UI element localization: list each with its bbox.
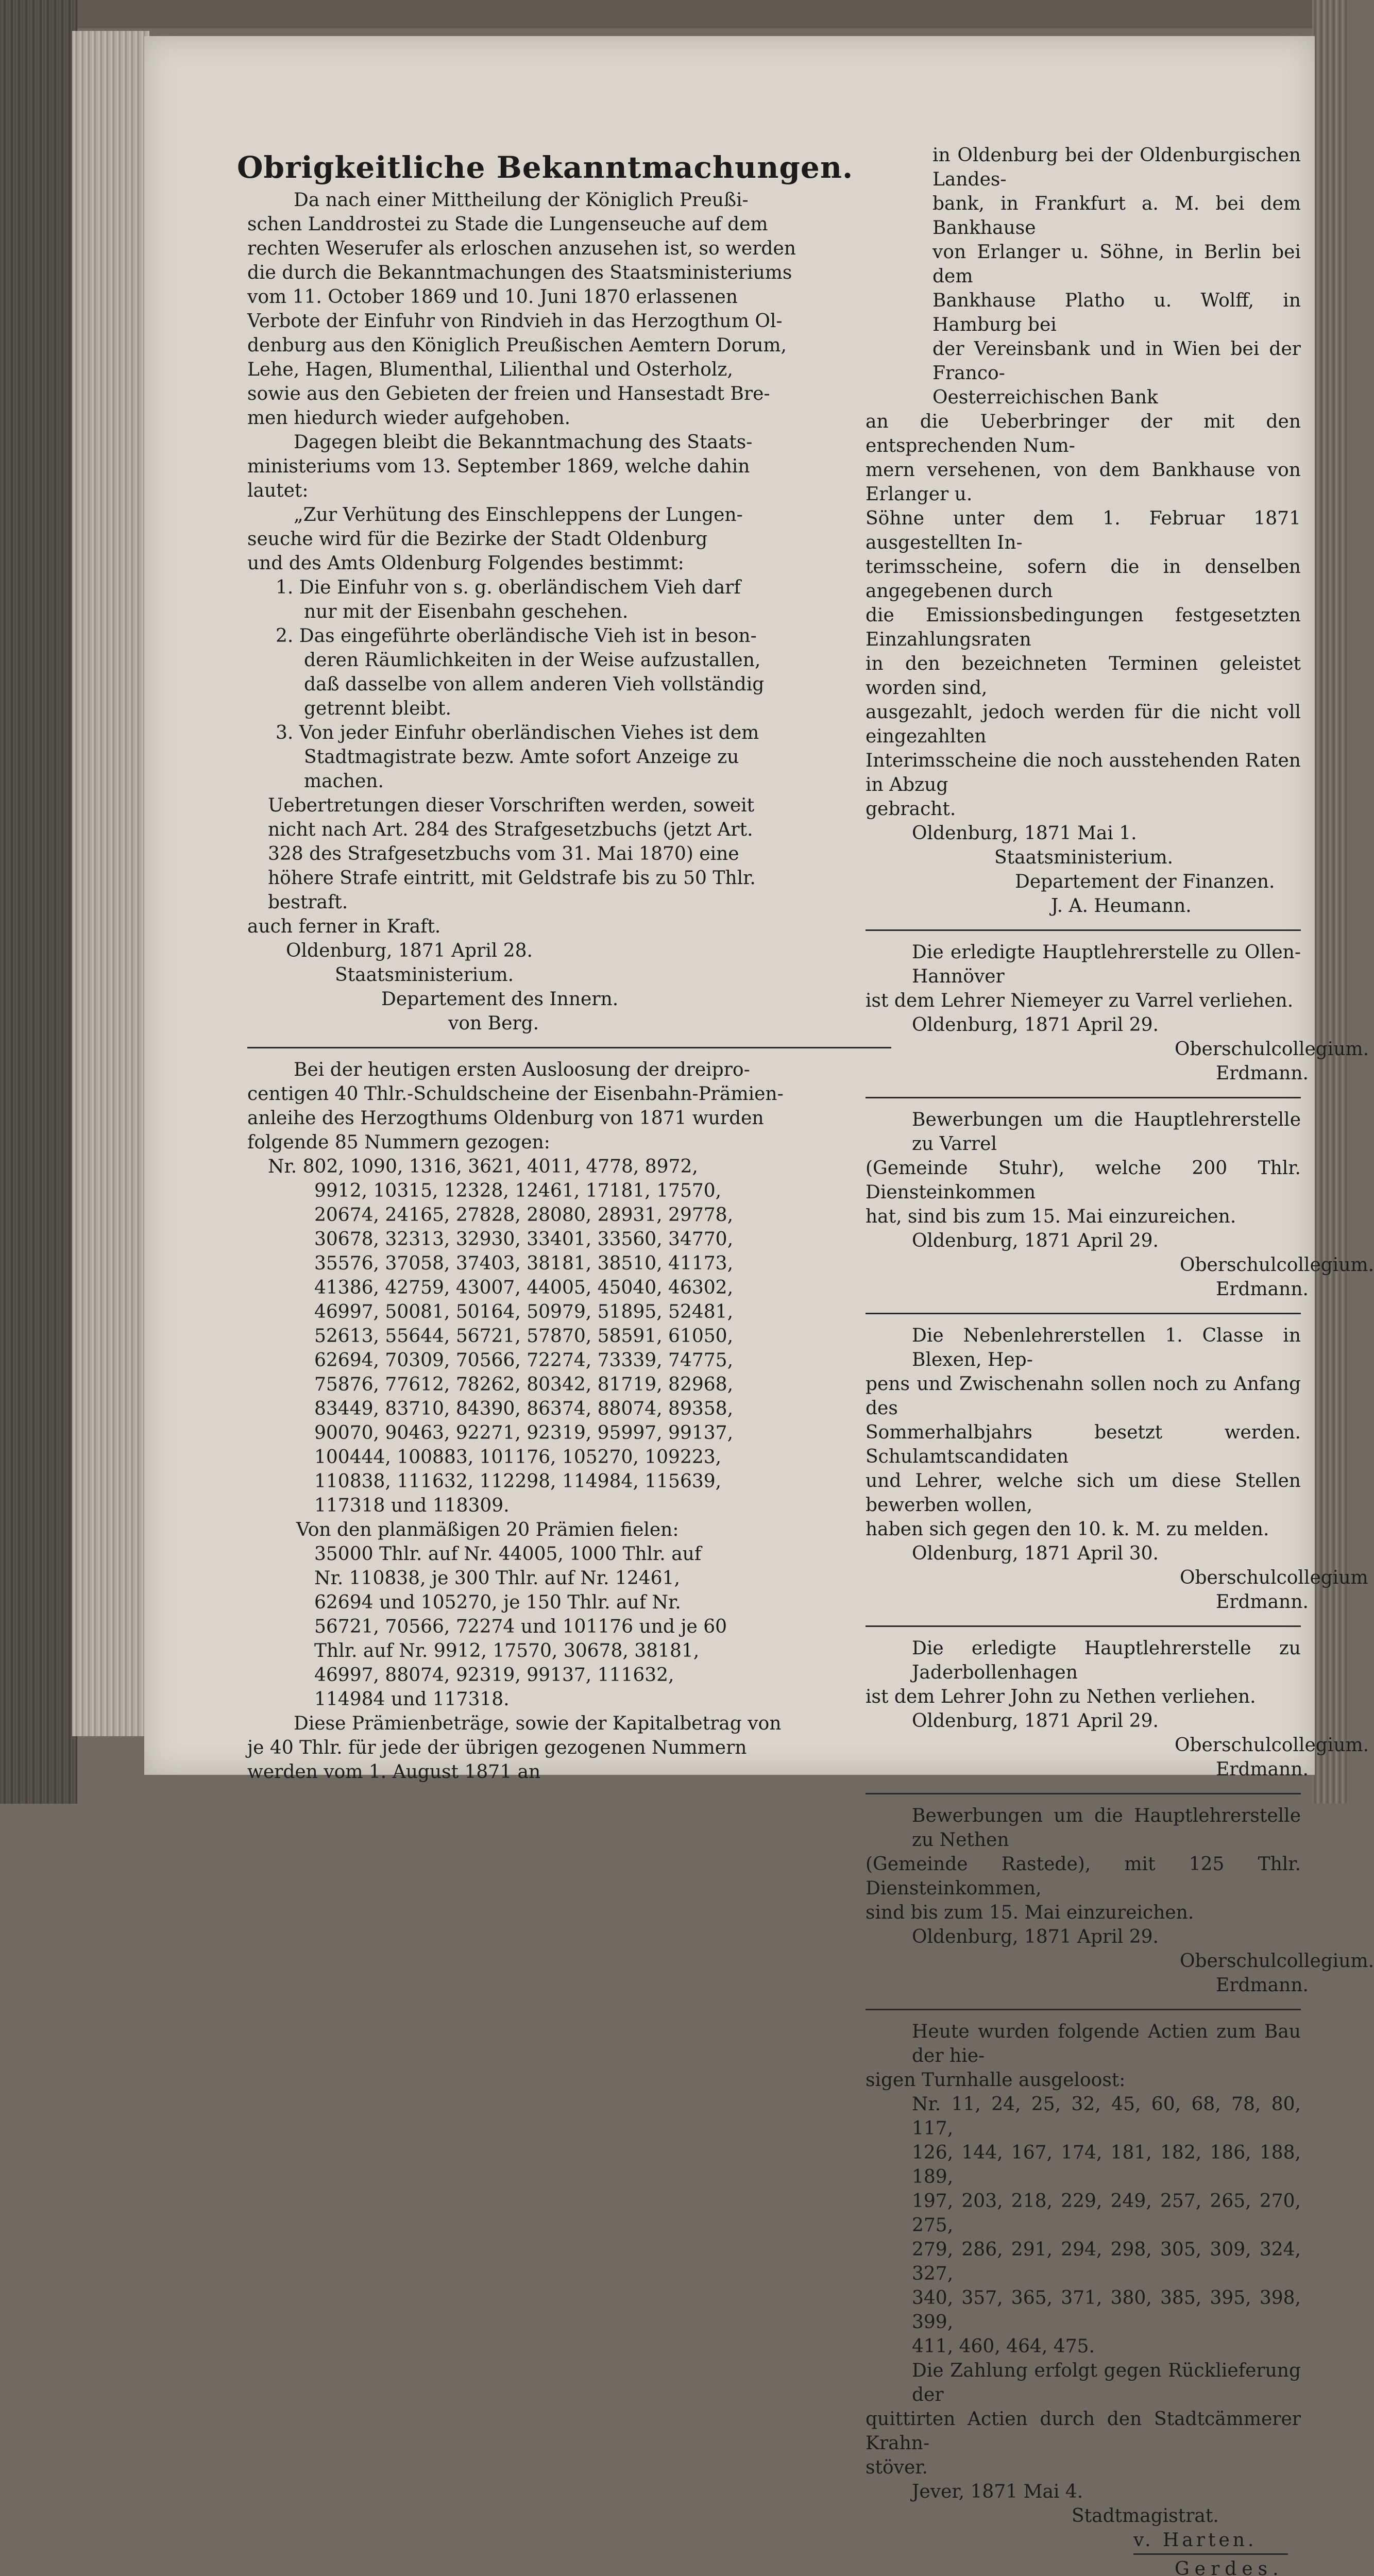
number-line: 117318 und 118309.	[314, 1495, 510, 1516]
newspaper-page	[144, 36, 1374, 2576]
notice-teacher-jaderbollenhagen	[866, 1636, 1369, 1782]
notice-date: Jever, 1871 Mai 4.	[912, 2481, 1083, 2502]
text-line: (Gemeinde Stuhr), welche 200 Thlr. Diensteinkommen	[866, 1158, 1301, 1203]
notice-bond-drawing-continued	[866, 143, 1301, 918]
number-line: 197, 203, 218, 229, 249, 257, 265, 270, 275,	[912, 2191, 1301, 2236]
premium-line: 46997, 88074, 92319, 99137, 111632,	[314, 1665, 674, 1686]
signature-name: von Berg.	[448, 1013, 539, 1034]
text-line: die Emissionsbedingungen festgesetzten Einzahlungsraten	[866, 605, 1301, 650]
number-line: 90070, 90463, 92271, 92319, 95997, 99137,	[314, 1422, 734, 1444]
number-line: 83449, 83710, 84390, 86374, 88074, 89358,	[314, 1398, 734, 1419]
notice-cattle-import	[247, 188, 891, 1036]
number-line: 9912, 10315, 12328, 12461, 17181, 17570,	[314, 1180, 722, 1201]
text-line: Die erledigte Hauptlehrerstelle zu Jaderbollenhagen	[912, 1638, 1301, 1683]
text-line: werden vom 1. August 1871 an	[247, 1761, 541, 1783]
text-line: Oesterreichischen Bank	[932, 387, 1158, 408]
signature-rule	[1133, 2553, 1288, 2555]
notice-date: Oldenburg, 1871 April 29.	[912, 1710, 1159, 1732]
notice-date: Oldenburg, 1871 Mai 1.	[912, 823, 1137, 844]
text-line: mern versehenen, von dem Bankhause von Erlanger u.	[866, 460, 1301, 505]
number-line: 100444, 100883, 101176, 105270, 109223,	[314, 1447, 722, 1468]
notice-application-varrel	[866, 1108, 1374, 1301]
text-line: sowie aus den Gebieten der freien und Hansestadt Bre-	[247, 383, 770, 404]
signature: Departement des Innern.	[381, 989, 619, 1010]
text-line: sigen Turnhalle ausgeloost:	[866, 2070, 1126, 2091]
text-line: Bewerbungen um die Hauptlehrerstelle zu Varrel	[912, 1109, 1301, 1155]
notice-date: Oldenburg, 1871 April 30.	[912, 1543, 1159, 1564]
divider-rule	[866, 1625, 1301, 1627]
signature: Staatsministerium.	[335, 964, 514, 986]
text-line: Heute wurden folgende Actien zum Bau der hie-	[912, 2021, 1301, 2066]
signature: Oberschulcollegium.	[1180, 1951, 1374, 1972]
notice-bond-drawing	[247, 1058, 891, 1784]
list-item-1: 1. Die Einfuhr von s. g. oberländischem Vieh darf	[276, 577, 741, 598]
list-item-2: 2. Das eingeführte oberländische Vieh ist in beson-	[276, 625, 757, 647]
text-line: Dagegen bleibt die Bekanntmachung des Staats-	[294, 432, 753, 453]
text-line: Die Nebenlehrerstellen 1. Classe in Blexen, Hep-	[912, 1325, 1301, 1370]
text-line: Die erledigte Hauptlehrerstelle zu Ollen-Hannöver	[912, 942, 1301, 987]
text-line: 328 des Strafgesetzbuchs vom 31. Mai 1870) eine	[268, 843, 739, 865]
notice-date: Oldenburg, 1871 April 29.	[912, 1926, 1159, 1947]
text-line: Von den planmäßigen 20 Prämien fielen:	[296, 1519, 679, 1540]
text-line: anleihe des Herzogthums Oldenburg von 1871 wurden	[247, 1108, 764, 1129]
text-line: quittirten Actien durch den Stadtcämmerer Krahn-	[866, 2409, 1301, 2454]
text-line: folgende 85 Nummern gezogen:	[247, 1132, 550, 1153]
text-line: terimsscheine, sofern die in denselben angegebenen durch	[866, 556, 1301, 602]
text-line: auch ferner in Kraft.	[247, 916, 441, 937]
premium-line: 62694 und 105270, je 150 Thlr. auf Nr.	[314, 1592, 681, 1613]
text-line: ist dem Lehrer Niemeyer zu Varrel verliehen.	[866, 990, 1294, 1011]
premium-line: 35000 Thlr. auf Nr. 44005, 1000 Thlr. auf	[314, 1544, 702, 1565]
text-line: Sommerhalbjahrs besetzt werden. Schulamtscandidaten	[866, 1422, 1301, 1467]
divider-rule	[866, 929, 1301, 931]
text-line: centigen 40 Thlr.-Schuldscheine der Eisenbahn-Prämien-	[247, 1083, 784, 1105]
text-line: (Gemeinde Rastede), mit 125 Thlr. Diensteinkommen,	[866, 1854, 1301, 1899]
number-line: Nr. 802, 1090, 1316, 3621, 4011, 4778, 8972,	[268, 1156, 698, 1177]
scan-background-right	[1312, 0, 1348, 1804]
number-line: Nr. 11, 24, 25, 32, 45, 60, 68, 78, 80, 117,	[912, 2094, 1301, 2139]
scan-background-left	[0, 0, 77, 1804]
list-item-3-cont: machen.	[304, 771, 384, 792]
list-item-1-cont: nur mit der Eisenbahn geschehen.	[304, 601, 629, 622]
text-line: ausgezahlt, jedoch werden für die nicht voll eingezahlten	[866, 702, 1301, 747]
list-item-3-cont: Stadtmagistrate bezw. Amte sofort Anzeige zu	[304, 747, 739, 768]
number-line: 126, 144, 167, 174, 181, 182, 186, 188, 189,	[912, 2142, 1301, 2188]
text-line: höhere Strafe eintritt, mit Geldstrafe bis zu 50 Thlr.	[268, 868, 756, 889]
text-line: Verbote der Einfuhr von Rindvieh in das Herzogthum Ol-	[247, 311, 783, 332]
number-line: 30678, 32313, 32930, 33401, 33560, 34770,	[314, 1229, 734, 1250]
text-line: an die Ueberbringer der mit den entsprechenden Num-	[866, 411, 1301, 456]
text-line: ist dem Lehrer John zu Nethen verliehen.	[866, 1686, 1256, 1707]
left-column	[237, 147, 891, 1784]
scan-background-top	[0, 0, 1348, 28]
notice-assistant-teachers	[866, 1324, 1368, 1614]
text-line: hat, sind bis zum 15. Mai einzureichen.	[866, 1206, 1236, 1227]
number-line: 62694, 70309, 70566, 72274, 73339, 74775,	[314, 1350, 734, 1371]
divider-rule	[866, 1793, 1301, 1794]
quote-line: „Zur Verhütung des Einschleppens der Lungen-	[294, 504, 743, 526]
quote-line: und des Amts Oldenburg Folgendes bestimmt:	[247, 553, 684, 574]
text-line: Diese Prämienbeträge, sowie der Kapitalbetrag von	[294, 1713, 782, 1734]
signature-name: Erdmann.	[1216, 1279, 1309, 1300]
number-line: 41386, 42759, 43007, 44005, 45040, 46302,	[314, 1277, 734, 1298]
notice-date: Oldenburg, 1871 April 29.	[912, 1014, 1159, 1036]
text-line: Die Zahlung erfolgt gegen Rücklieferung der	[912, 2360, 1301, 2405]
signature-name: Erdmann.	[1216, 1063, 1309, 1084]
notice-gym-shares	[866, 2020, 1301, 2576]
signature: Oberschulcollegium.	[1175, 1039, 1369, 1060]
text-line: Uebertretungen dieser Vorschriften werden, soweit	[268, 795, 755, 816]
divider-rule	[866, 2009, 1301, 2010]
number-line: 20674, 24165, 27828, 28080, 28931, 29778,	[314, 1205, 734, 1226]
text-line: schen Landdrostei zu Stade die Lungenseuche auf dem	[247, 214, 768, 235]
text-line: in Oldenburg bei der Oldenburgischen Landes-	[932, 145, 1301, 190]
text-line: je 40 Thlr. für jede der übrigen gezogenen Nummern	[247, 1737, 747, 1758]
text-line: bestraft.	[268, 892, 348, 913]
right-column	[866, 143, 1374, 2576]
text-line: Interimsscheine die noch ausstehenden Raten in Abzug	[866, 750, 1301, 795]
text-line: rechten Weserufer als erloschen anzusehen ist, so werden	[247, 238, 796, 259]
premium-line: 114984 und 117318.	[314, 1689, 510, 1710]
text-line: Da nach einer Mittheilung der Königlich Preußi-	[294, 190, 749, 211]
text-line: Söhne unter dem 1. Februar 1871 ausgestellten In-	[866, 508, 1301, 553]
divider-rule	[866, 1097, 1301, 1098]
notice-paragraph	[247, 188, 891, 212]
premium-line: Thlr. auf Nr. 9912, 17570, 30678, 38181,	[314, 1640, 700, 1662]
text-line: men hiedurch wieder aufgehoben.	[247, 408, 571, 429]
notice-teacher-ollen	[866, 940, 1369, 1086]
text-line: in den bezeichneten Terminen geleistet worden sind,	[866, 653, 1301, 699]
text-line: gebracht.	[866, 799, 956, 820]
list-item-2-cont: daß dasselbe von allem anderen Vieh vollständig	[304, 674, 765, 695]
signature-name: J. A. Heumann.	[1051, 895, 1192, 917]
number-line: 35576, 37058, 37403, 38181, 38510, 41173,	[314, 1253, 734, 1274]
signature-name: v. Harten.	[1133, 2530, 1257, 2551]
signature: Staatsministerium.	[994, 847, 1174, 868]
text-line: Lehe, Hagen, Blumenthal, Lilienthal und Osterholz,	[247, 359, 733, 380]
text-line: lautet:	[247, 480, 309, 501]
text-line: der Vereinsbank und in Wien bei der Franco-	[932, 338, 1301, 384]
notice-date: Oldenburg, 1871 April 28.	[286, 940, 533, 961]
text-line: Bewerbungen um die Hauptlehrerstelle zu Nethen	[912, 1805, 1301, 1851]
book-page-stack	[72, 31, 149, 1736]
text-line: denburg aus den Königlich Preußischen Aemtern Dorum,	[247, 335, 787, 356]
text-line: ministeriums vom 13. September 1869, welche dahin	[247, 456, 750, 477]
number-line: 46997, 50081, 50164, 50979, 51895, 52481,	[314, 1301, 734, 1323]
text-line: von Erlanger u. Söhne, in Berlin bei dem	[932, 242, 1301, 287]
text-line: sind bis zum 15. Mai einzureichen.	[866, 1902, 1194, 1923]
notice-application-nethen	[866, 1804, 1374, 1997]
number-line: 110838, 111632, 112298, 114984, 115639,	[314, 1471, 722, 1492]
text-line: vom 11. October 1869 und 10. Juni 1870 erlassenen	[247, 286, 738, 308]
divider-rule	[247, 1047, 891, 1048]
number-line: 279, 286, 291, 294, 298, 305, 309, 324, 327,	[912, 2239, 1301, 2284]
text-line: und Lehrer, welche sich um diese Stellen bewerben wollen,	[866, 1470, 1301, 1516]
premium-line: 56721, 70566, 72274 und 101176 und je 60	[314, 1616, 727, 1637]
signature: Stadtmagistrat.	[1072, 2505, 1219, 2527]
number-line: 75876, 77612, 78262, 80342, 81719, 82968,	[314, 1374, 734, 1395]
text-line: Bankhause Platho u. Wolff, in Hamburg bei	[932, 290, 1301, 335]
quote-line: seuche wird für die Bezirke der Stadt Oldenburg	[247, 529, 708, 550]
list-item-2-cont: deren Räumlichkeiten in der Weise aufzustallen,	[304, 650, 761, 671]
signature-name: Gerdes.	[1175, 2558, 1284, 2576]
number-line: 52613, 55644, 56721, 57870, 58591, 61050,	[314, 1326, 734, 1347]
text-line: pens und Zwischenahn sollen noch zu Anfang des	[866, 1374, 1301, 1419]
signature-name: Erdmann.	[1216, 1975, 1309, 1996]
notice-date: Oldenburg, 1871 April 29.	[912, 1230, 1159, 1251]
signature: Departement der Finanzen.	[1015, 871, 1275, 892]
divider-rule	[866, 1313, 1301, 1314]
number-line: 411, 460, 464, 475.	[912, 2336, 1095, 2357]
page-heading: Obrigkeitliche Bekanntmachungen.	[237, 150, 854, 185]
text-line: bank, in Frankfurt a. M. bei dem Bankhause	[932, 193, 1301, 239]
text-line: haben sich gegen den 10. k. M. zu melden.	[866, 1519, 1269, 1540]
number-line: 340, 357, 365, 371, 380, 385, 395, 398, 399,	[912, 2287, 1301, 2333]
signature-name: Erdmann.	[1216, 1759, 1309, 1780]
signature: Oberschulcollegium.	[1180, 1255, 1374, 1276]
text-line: stöver.	[866, 2457, 928, 2478]
text-line: nicht nach Art. 284 des Strafgesetzbuchs (jetzt Art.	[268, 819, 753, 840]
text-line: die durch die Bekanntmachungen des Staatsministeriums	[247, 262, 792, 283]
signature-name: Erdmann.	[1216, 1591, 1309, 1613]
premium-line: Nr. 110838, je 300 Thlr. auf Nr. 12461,	[314, 1568, 680, 1589]
text-line: Bei der heutigen ersten Ausloosung der dreipro-	[294, 1059, 750, 1080]
list-item-2-cont: getrennt bleibt.	[304, 698, 451, 719]
list-item-3: 3. Von jeder Einfuhr oberländischen Viehes ist dem	[276, 722, 759, 743]
signature: Oberschulcollegium	[1180, 1567, 1368, 1588]
signature: Oberschulcollegium.	[1175, 1735, 1369, 1756]
